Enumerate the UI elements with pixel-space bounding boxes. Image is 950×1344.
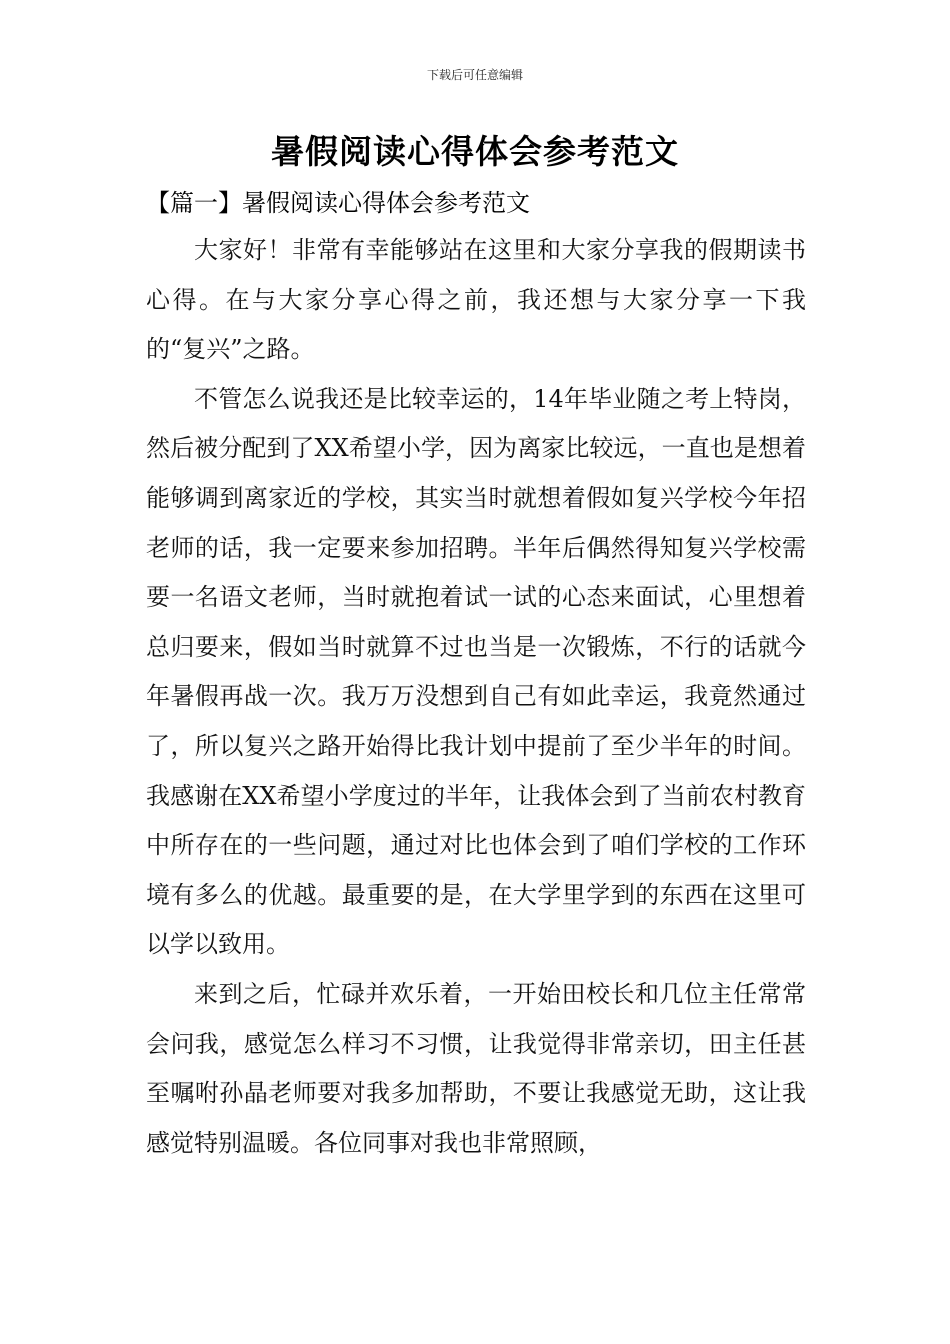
section-heading: 【篇一】暑假阅读心得体会参考范文 xyxy=(146,189,530,217)
document-body xyxy=(146,226,806,1168)
paragraph-2: 不管怎么说我还是比较幸运的，14年毕业随之考上特岗，然后被分配到了XX希望小学，因为离家比较远，一直也是想着能够调到离家近的学校，其实当时就想着假如复兴学校今年招老师的话，我一定要来参加招聘。半年后偶然得知复兴学校需要一名语文老师，当时就抱着试一试的心态来面试，心里想着总归要来，假如当时就算不过也当是一次锻炼，不行的话就今年暑假再战一次。我万万没想到自己有如此幸运，我竟然通过了，所以复兴之路开始得比我计划中提前了至少半年的时间。我感谢在XX希望小学度过的半年，让我体会到了当前农村教育中所存在的一些问题，通过对比也体会到了咱们学校的工作环境有多么的优越。最重要的是，在大学里学到的东西在这里可以学以致用。 xyxy=(146,384,806,959)
paragraph-3: 来到之后，忙碌并欢乐着，一开始田校长和几位主任常常会问我，感觉怎么样习不习惯，让我觉得非常亲切，田主任甚至嘱咐孙晶老师要对我多加帮助，不要让我感觉无助，这让我感觉特别温暖。各位同事对我也非常照顾， xyxy=(146,979,806,1157)
document-title: 暑假阅读心得体会参考范文 xyxy=(271,132,679,171)
page-header-note: 下载后可任意编辑 xyxy=(426,68,523,82)
paragraph-1: 大家好！非常有幸能够站在这里和大家分享我的假期读书心得。在与大家分享心得之前，我还想与大家分享一下我的“复兴”之路。 xyxy=(146,236,806,364)
